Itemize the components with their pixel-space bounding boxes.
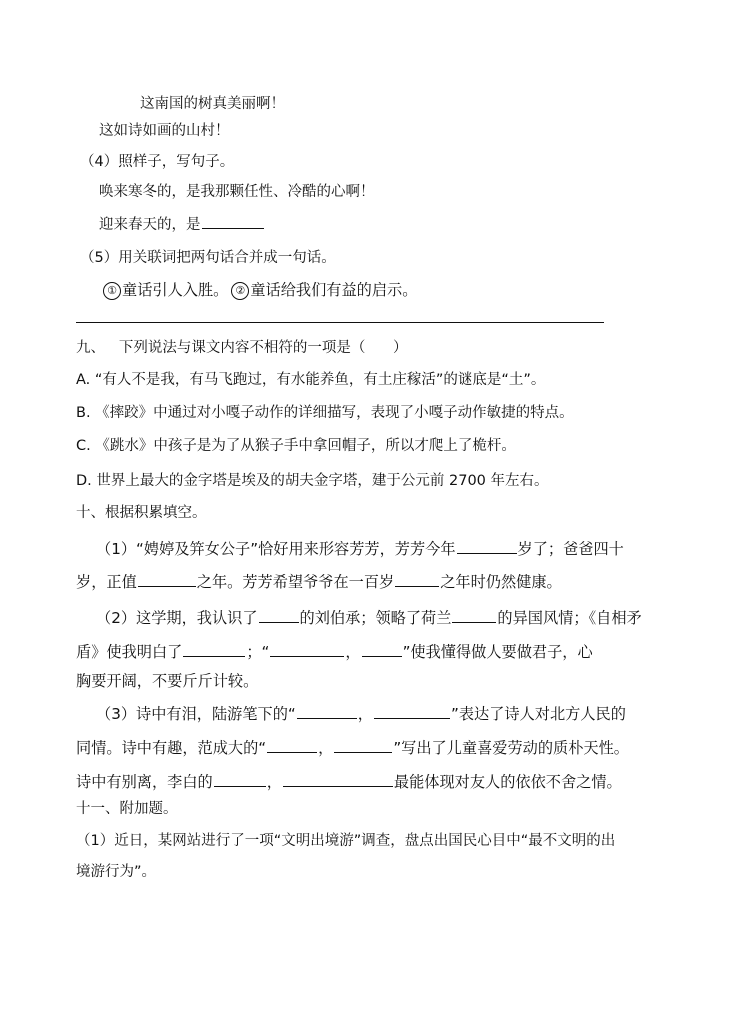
text: ”使我懂得做人要做君子，心 bbox=[402, 642, 593, 661]
answer-blank[interactable] bbox=[214, 770, 266, 787]
fill-2-line-2 bbox=[76, 640, 593, 661]
fill-1-line-1 bbox=[96, 537, 624, 558]
section-9-title: 九、 下列说法与课文内容不相符的一项是（ ） bbox=[76, 340, 408, 356]
option-b: B. 《摔跤》中通过对小嘎子动作的详细描写，表现了小嘎子动作敏捷的特点。 bbox=[76, 405, 574, 421]
text: （2）这学期，我认识了 bbox=[96, 608, 258, 627]
answer-blank[interactable] bbox=[374, 702, 450, 719]
text: 之年。芳芳希望爷爷在一百岁 bbox=[196, 572, 395, 591]
text: 同情。诗中有趣，范成大的“ bbox=[76, 738, 267, 757]
text: 之年时仍然健康。 bbox=[440, 572, 562, 591]
text: ”表达了诗人对北方人民的 bbox=[450, 704, 626, 723]
answer-blank[interactable] bbox=[270, 640, 344, 657]
text: ， bbox=[345, 642, 361, 661]
prompt-text: 迎来春天的，是 bbox=[99, 217, 201, 234]
fill-3-line-1 bbox=[96, 702, 626, 723]
example-sentence-1: 这南国的树真美丽啊！ bbox=[140, 96, 285, 112]
text: ， bbox=[318, 738, 334, 757]
fill-1-line-2 bbox=[76, 570, 562, 591]
text: （3）诗中有泪，陆游笔下的“ bbox=[96, 704, 296, 723]
text: ；“ bbox=[246, 642, 270, 661]
question-5-heading: （5）用关联词把两句话合并成一句话。 bbox=[80, 250, 336, 266]
text: 最能体现对友人的依依不舍之情。 bbox=[393, 772, 622, 791]
fill-2-line-3: 胸要开阔，不要斤斤计较。 bbox=[76, 672, 259, 690]
extra-question-line-1: （1）近日，某网站进行了一项“文明出境游”调查，盘点出国民心目中“最不文明的出 bbox=[76, 833, 616, 849]
fill-2-line-1 bbox=[96, 606, 642, 627]
text: 岁了；爸爸四十 bbox=[517, 539, 624, 558]
text: 岁，正值 bbox=[76, 572, 137, 591]
section-11-title: 十一、附加题。 bbox=[76, 801, 178, 817]
option-c: C. 《跳水》中孩子是为了从猴子手中拿回帽子，所以才爬上了桅杆。 bbox=[76, 438, 516, 454]
answer-blank[interactable] bbox=[183, 640, 245, 657]
circled-number-2: ② bbox=[231, 282, 249, 300]
text: 诗中有别离，李白的 bbox=[76, 772, 213, 791]
text: ， bbox=[266, 772, 282, 791]
circled-number-1: ① bbox=[103, 282, 121, 300]
answer-blank[interactable] bbox=[334, 736, 392, 753]
text: ”写出了儿童喜爱劳动的质朴天性。 bbox=[393, 738, 629, 757]
question-5-sentences bbox=[103, 281, 417, 300]
question-4-prompt bbox=[99, 213, 265, 235]
text: 的刘伯承；领略了荷兰 bbox=[299, 608, 452, 627]
answer-blank[interactable] bbox=[457, 537, 517, 554]
text: ， bbox=[357, 704, 373, 723]
text: 盾》使我明白了 bbox=[76, 642, 183, 661]
section-10-title: 十、根据积累填空。 bbox=[76, 505, 207, 521]
example-sentence-2: 这如诗如画的山村！ bbox=[99, 123, 230, 139]
option-d: D. 世界上最大的金字塔是埃及的胡夫金字塔，建于公元前 2700 年左右。 bbox=[76, 473, 549, 489]
question-4-heading: （4）照样子，写句子。 bbox=[80, 154, 235, 170]
option-a: A. “有人不是我，有马飞跑过，有水能养鱼，有土庄稼活”的谜底是“土”。 bbox=[76, 372, 546, 388]
answer-blank[interactable] bbox=[138, 570, 196, 587]
answer-blank[interactable] bbox=[283, 770, 393, 787]
extra-question-line-2: 境游行为”。 bbox=[76, 864, 157, 880]
answer-blank[interactable] bbox=[267, 736, 317, 753]
question-4-example: 唤来寒冬的，是我那颗任性、冷酷的心啊！ bbox=[99, 184, 375, 200]
text: （1）“娉婷及笄女公子”恰好用来形容芳芳，芳芳今年 bbox=[96, 539, 456, 558]
answer-line[interactable] bbox=[76, 322, 604, 323]
answer-blank[interactable] bbox=[452, 606, 496, 623]
fill-3-line-2 bbox=[76, 736, 629, 757]
answer-blank[interactable] bbox=[259, 606, 299, 623]
sentence-1: 童话引人入胜。 bbox=[122, 281, 229, 299]
text: 的异国风情；《自相矛 bbox=[497, 608, 642, 627]
fill-3-line-3 bbox=[76, 770, 622, 791]
answer-blank[interactable] bbox=[362, 640, 402, 657]
answer-blank[interactable] bbox=[202, 213, 264, 229]
answer-blank[interactable] bbox=[297, 702, 357, 719]
sentence-2: 童话给我们有益的启示。 bbox=[250, 281, 418, 299]
answer-blank[interactable] bbox=[395, 570, 439, 587]
